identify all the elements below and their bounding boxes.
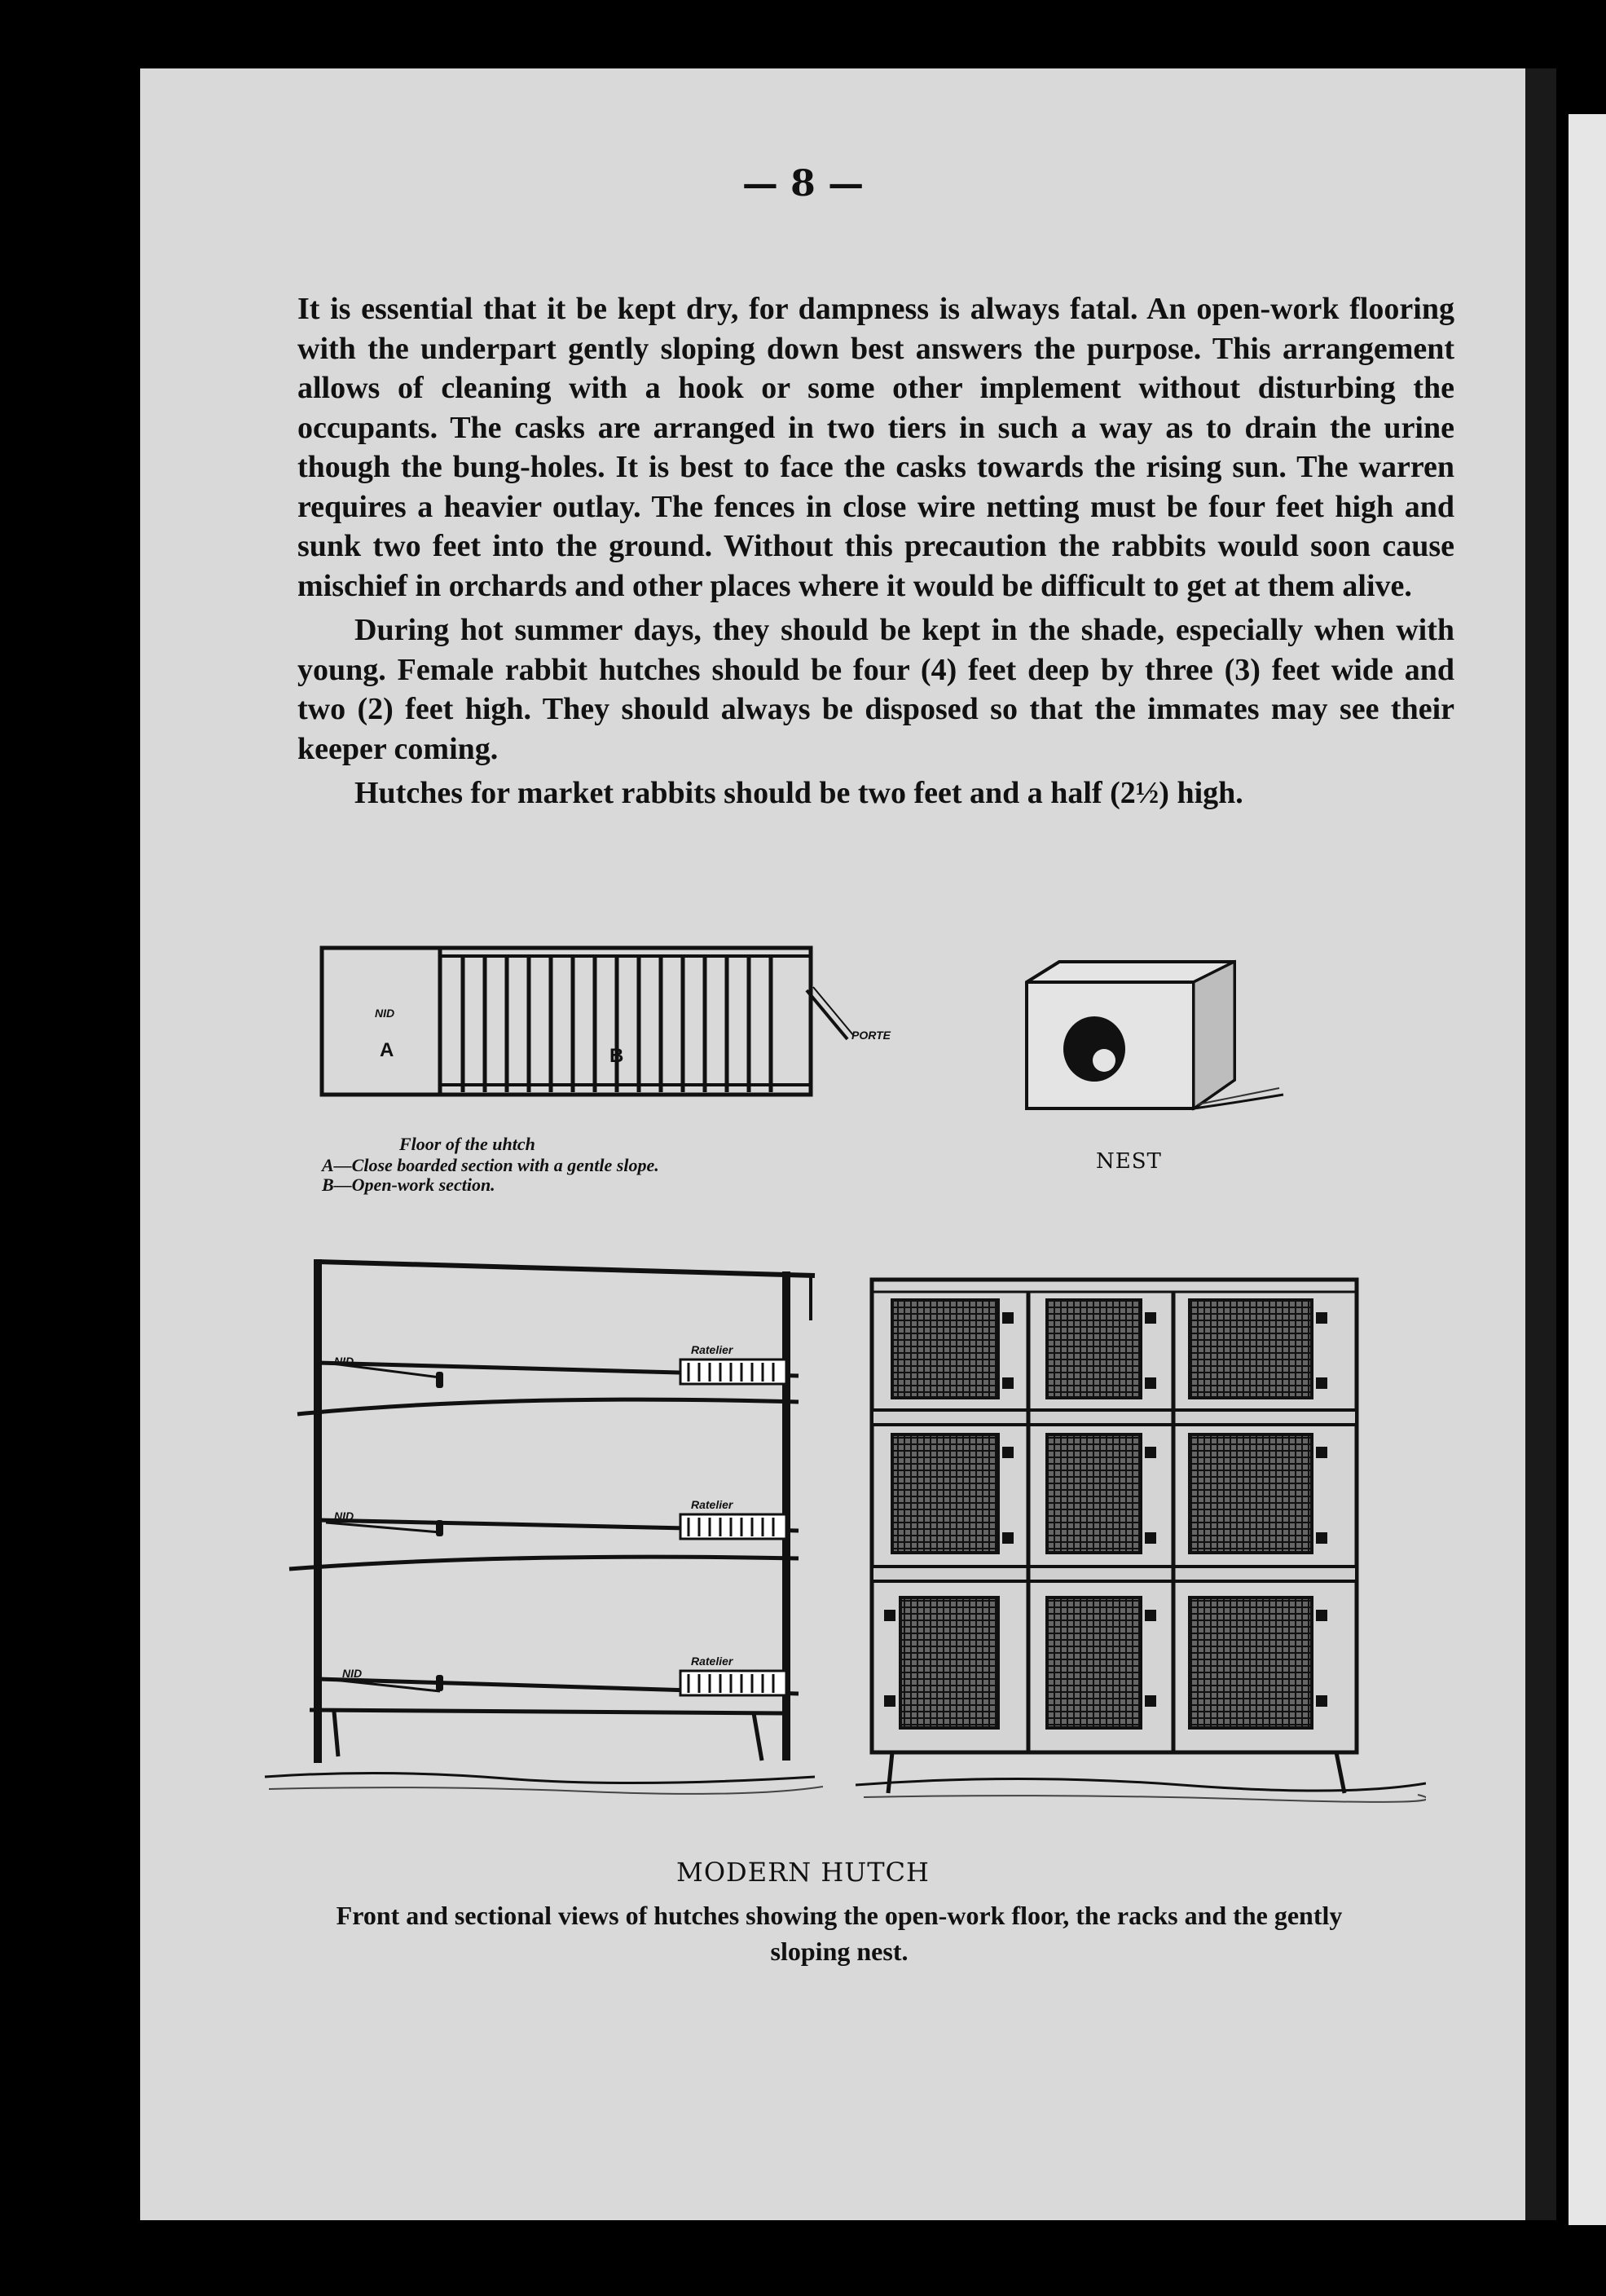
section-label-ratelier-1: Ratelier <box>691 1343 733 1356</box>
floor-caption-b: B—Open-work section. <box>322 1174 495 1195</box>
floor-label-nid: NID <box>375 1007 395 1020</box>
body-text <box>297 289 1454 818</box>
hutch-sectional-view <box>261 1255 831 1809</box>
hutch-floor-diagram <box>318 941 913 1104</box>
facing-page-edge <box>1569 114 1606 2225</box>
floor-label-b: B <box>609 1045 624 1067</box>
section-label-nid-1: NID <box>334 1355 354 1368</box>
nest-label: NEST <box>1096 1149 1162 1174</box>
paragraph-1: It is essential that it be kept dry, for dampness is always fatal. An open-work flooring with the underpart gently sloping down best answers the purpose. This arrangement allows of cleaning with a hook or some other implement without disturbing the occupants. The casks are arranged in two tiers in such a way as to drain the urine though the bung-holes. It is best to face the casks towards the rising sun. The warren requires a heavier outlay. The fences in close wire netting must be four feet high and sunk two feet into the ground. Without this precaution the rabbits would soon cause mischief in orchards and other places where it would be difficult to get at them alive. <box>297 292 1454 603</box>
paragraph-3: Hutches for market rabbits should be two feet and a half (2½) high. <box>354 776 1243 810</box>
paragraph-2: During hot summer days, they should be kept in the shade, especially when with young. Female rabbit hutches should be four (4) feet deep by three (3) feet wide and two (2) feet high. They should always be disposed so that the immates may see their keeper coming. <box>297 613 1454 766</box>
floor-caption-a: A—Close boarded section with a gentle slope. <box>322 1155 659 1175</box>
section-label-ratelier-3: Ratelier <box>691 1655 733 1668</box>
figure-title: MODERN HUTCH <box>676 1857 930 1888</box>
floor-caption-title: Floor of the uhtch <box>399 1134 535 1154</box>
hutch-front-view <box>856 1271 1426 1809</box>
book-spine <box>1525 68 1556 2220</box>
nest-diagram <box>1023 958 1291 1121</box>
section-label-nid-3: NID <box>342 1667 363 1680</box>
floor-label-porte: PORTE <box>851 1029 891 1042</box>
section-label-nid-2: NID <box>334 1509 354 1523</box>
figure-caption: Front and sectional views of hutches showing the open-work floor, the racks and the gently sloping nest. <box>336 1901 1343 1966</box>
page-number: — 8 — <box>741 163 865 205</box>
floor-label-a: A <box>380 1039 394 1061</box>
section-label-ratelier-2: Ratelier <box>691 1498 733 1511</box>
